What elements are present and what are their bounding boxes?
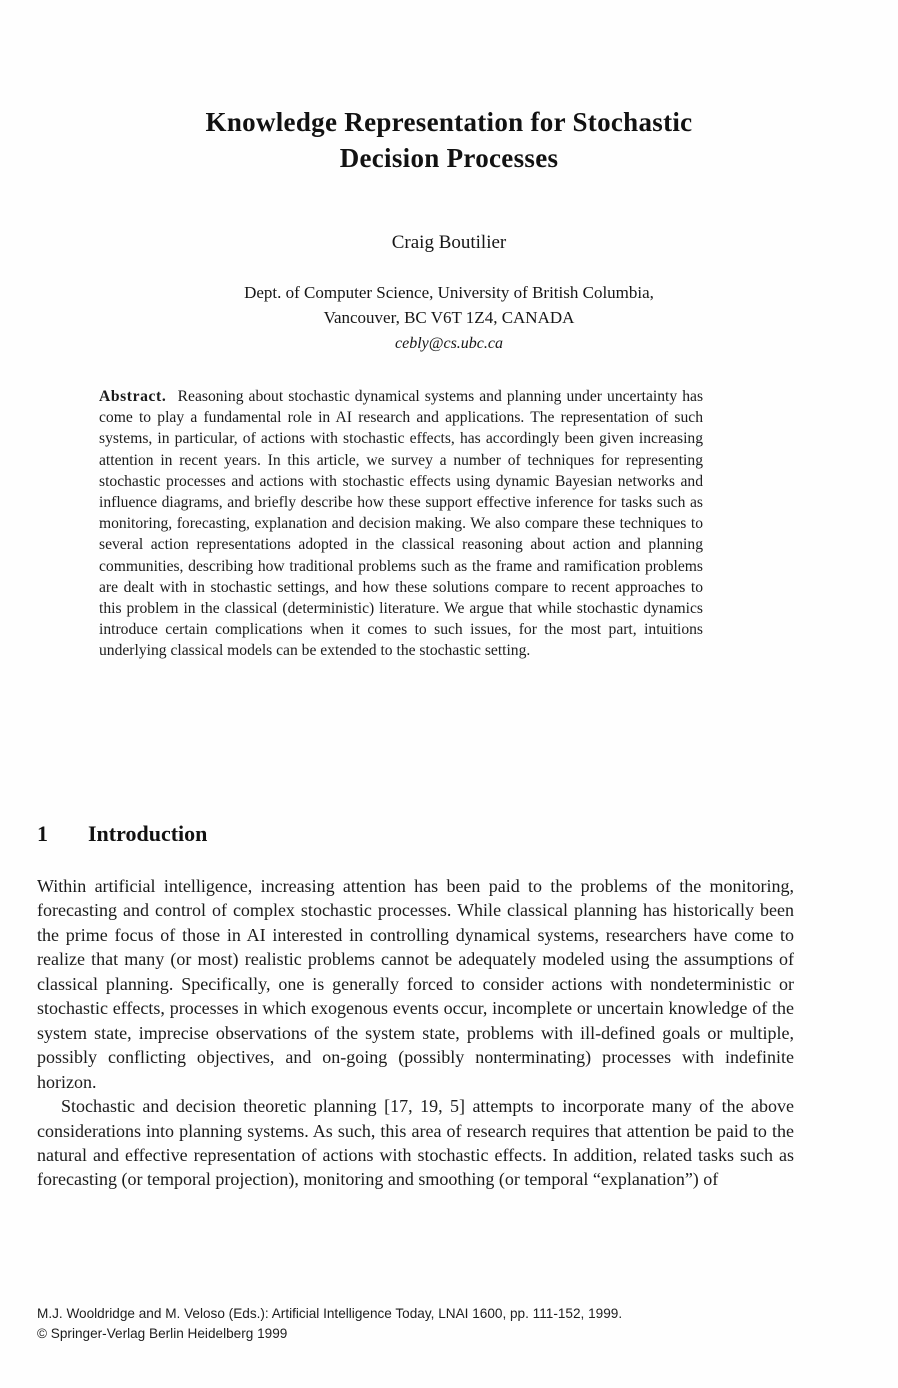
affiliation-line-2: Vancouver, BC V6T 1Z4, CANADA (323, 308, 575, 327)
abstract-text: Reasoning about stochastic dynamical systems and planning under uncertainty has come to play a fundamental role in AI research and applications. The representation of such systems, in particular, of actions with stochastic effects, has accordingly been given increasing attention in recent years. In this article, we survey a number of techniques for representing stochastic processes and actions with stochastic effects using dynamic Bayesian networks and influence diagrams, and briefly describe how these support effective inference for tasks such as monitoring, forecasting, explanation and decision making. We also compare these techniques to several action representations adopted in the classical reasoning about action and planning communities, describing how traditional problems such as the frame and ramification problems are dealt with in stochastic settings, and how these solutions compare to recent approaches to this problem in the classical (deterministic) literature. We argue that while stochastic dynamics introduce certain complications when it comes to such issues, for the most part, intuitions underlying classical models can be extended to the stochastic setting. (99, 388, 704, 660)
body-paragraph: Stochastic and decision theoretic planning [17, 19, 5] attempts to incorporate many of the above considerations into planning systems. As such, this area of research requires that attention be paid to the natural and effective representation of actions with stochastic effects. In addition, related tasks such as forecasting (or temporal projection), monitoring and smoothing (or temporal “explanation”) of (37, 1096, 794, 1190)
paper-title (90, 104, 808, 176)
section-heading-introduction (37, 820, 207, 848)
title-line-1: Knowledge Representation for Stochastic (205, 107, 693, 137)
body-paragraph: Within artificial intelligence, increasing attention has been paid to the problems of the monitoring, forecasting and control of complex stochastic processes. While classical planning has historically been the prime focus of those in AI interested in controlling dynamical systems, researchers have come to realize that many (or most) realistic problems cannot be adequately modeled using the assumptions of classical planning. Specifically, one is generally forced to consider actions with nondeterministic or stochastic effects, processes in which exogenous events occur, incomplete or uncertain knowledge of the system state, imprecise observations of the system state, problems with ill-defined goals or multiple, possibly conflicting objectives, and on-going (possibly nonterminating) processes with indefinite horizon. (37, 876, 794, 1092)
affiliation (90, 280, 808, 330)
body-text (37, 874, 794, 1192)
affiliation-line-1: Dept. of Computer Science, University of British Columbia, (244, 283, 654, 302)
footer-copyright-line: © Springer-Verlag Berlin Heidelberg 1999 (37, 1326, 288, 1341)
author-email: cebly@cs.ubc.ca (395, 335, 503, 352)
abstract-label: Abstract. (99, 388, 178, 405)
title-line-2: Decision Processes (339, 143, 559, 173)
page-footer (37, 1304, 827, 1344)
author-affiliation-block (90, 230, 808, 356)
footer-citation-line: M.J. Wooldridge and M. Veloso (Eds.): Artificial Intelligence Today, LNAI 1600, pp. 111-152, 1999. (37, 1306, 623, 1321)
abstract-section (99, 386, 703, 662)
section-title: Introduction (88, 821, 208, 846)
section-number: 1 (37, 821, 48, 846)
author-name: Craig Boutilier (391, 232, 507, 253)
